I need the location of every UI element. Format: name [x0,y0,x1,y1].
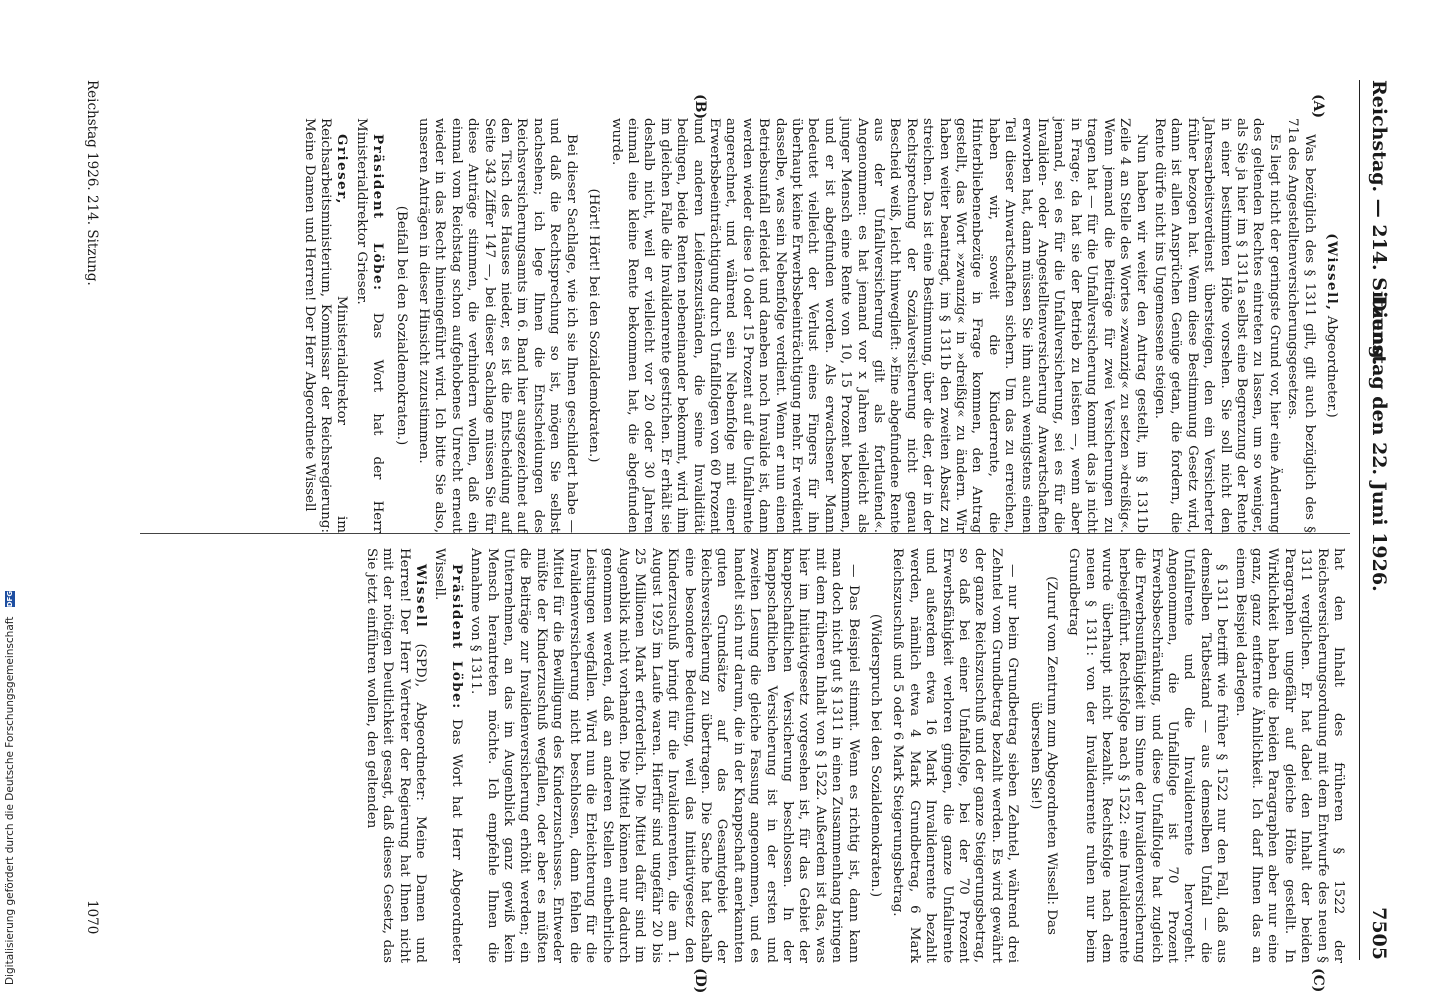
page-footer-session: Reichstag 1926. 214. Sitzung. [84,80,100,286]
paragraph: Was bezüglich des § 1311 gilt, gilt auch bezüglich des § 71a des Angestelltenversicherungsgesetzes. [1285,118,1317,533]
speaker-continuation: (Wissell, Abgeordneter.) [1324,233,1340,418]
page-header [1360,80,1394,960]
paragraph: hat den Inhalt des früheren § 1522 der Reichsversicherungsordnung mit dem Entwurfe des neuen § 1311 verglichen. Er hat dabei den Inhalt der beiden Paragraphen ungefähr auf gleiche Höhe gestellt. In Wirklichkeit haben die beiden Paragraphen aber nur eine ganz, ganz entfernte Ähnlichkeit. Ich darf Ihnen das an einem Beispiel darlegen. [1232,548,1346,963]
credit-text: Digitalisierung gefördert durch die Deutsche Forschungsgemeinschaft [4,616,16,985]
margin-marker-b: (B) [692,94,708,120]
speaker-name: Präsident Löbe: [448,564,465,710]
page-number: 7505 [1368,907,1390,960]
page-footer-number: 1070 [84,900,100,935]
interjection: (Zuruf vom Zentrum zum Abgeordneten Wissell: Das übersehen Sie!) [1027,576,1060,935]
paragraph: — nur beim Grundbetrag sieben Zehntel, während drei Zehntel vom Grundbetrag bezahlt werden. Es wird gewährt der ganze Reichszuschuß und der ganze Steigerungsbetrag, so daß bei einer Unfallfolge, bei der 70 Prozent Erwerbsfähigkeit verloren gingen, die ganze Unfallrente und außerdem etwa 16 Mark Invalidenrente bezahlt werden, nämlich etwa 4 Mark Grundbetrag, 6 Mark Reichszuschuß und 5 oder 6 Mark Steigerungsbetrag. [890,548,1021,963]
speaker-name: Wissell [413,564,430,629]
speaker-name: Präsident Löbe: [370,134,387,292]
speaker-paragraph: Grieser, Ministerialdirektor im Reichsarbeitsministerium, Kommissar der Reichsregierung: Meine Damen und Herren! Der Herr Abgeordnete Wissell [301,118,351,533]
margin-marker-c: (C) [1310,968,1326,993]
digitization-credit [2,0,18,985]
paragraph: Bei dieser Sachlage, wie ich sie Ihnen geschildert habe — und daß die Rechtsprechung so ist, mögen Sie selbst nachsehen; ich lege Ihnen die Entscheidungen des Reichsversicherungsamts im 6. Band hier ausgezeichnet auf den Tisch des Hauses nieder, es ist die Entscheidung auf Seite 343 Ziffer 147 —, bei dieser Sachlage müssen Sie für diese Anträge stimmen, die verhindern wollen, daß ein einmal vom Reichstag schon aufgehobenes Unrecht erneut wieder in das Recht hineingeführt wird. Ich bitte Sie also, unseren Anträgen in dieser Hinsicht zuzustimmen. [416,118,579,533]
interjection: (Beifall bei den Sozialdemokraten.) [393,205,409,446]
margin-marker-a: (A) [1310,94,1326,119]
paragraph: Nun haben wir weiter den Antrag gestellt, im § 1311b Zeile 4 an Stelle des Wortes »zwanzig« zu setzen »dreißig«. Wenn jemand die Beiträge für zwei Versicherungen zu tragen hat — für die Unfallversicherung kommt das ja nicht in Frage; da hat sie der Betrieb zu leisten —, wenn aber jemand, sei es für die Unfallversicherung, sei es für die Invaliden- oder Angestelltenversicherung Anwartschaften erworben hat, dann müssen Sie ihm auch wenigstens einen Teil dieser Anwartschaften sichern. Um das zu erreichen, haben wir, soweit die Kinderrente, die Hinterbliebenenbezüge in Frage kommen, den Antrag gestellt, das Wort »zwanzig« in »dreißig« zu ändern. Wir haben weiter beantragt, im § 1311b den zweiten Absatz zu streichen. Das ist eine Bestimmung, über die der, der in der Rechtsprechung der Sozialversicherung nicht genau Bescheid weiß, leicht hinweglieft: »Eine abgefundene Rente aus der Unfallversicherung gilt als fortlaufend«. Angenommen: es hat jemand vor x Jahren vielleicht als junger Mensch eine Rente von 10, 15 Prozent bekommen, und er ist abgefunden worden. Als erwachsener Mann bedeutet vielleicht der Verlust eines Fingers für ihn überhaupt keine Erwerbsbeeinträchtigung mehr. Er verdient dasselbe, was sein Nebenfolge verdient. Wenn er nun einen Betriebsunfall erleidet und daneben noch Invalide ist, dann werden wieder diese 10 oder 15 Prozent auf die Unfallrente angerechnet, und während sein Nebenfolge mit einer Erwerbsbeeinträchtigung durch Unfallfolgen von 60 Prozent und anderen Leidenszuständen, die seine Invalidität bedingen, beide Renten nebeneinander bekommt, wird ihm im gleichen Falle die Invalidenrente gestrichen. Er erhält sie deshalb nicht, weil er vielleicht vor 20 oder 30 Jahren einmal eine kleine Rente bekommen hat, die abgefunden wurde. [608,118,1149,533]
margin-marker-d: (D) [692,968,708,994]
header-date: Dienstag den 22. Juni 1926. [1368,295,1390,592]
right-column [360,548,1346,963]
header-session: Reichstag. — 214. Sitzung. [1368,80,1390,366]
speaker-name: Grieser, [334,134,351,205]
paragraph: § 1311 betrifft wie früher § 1522 nur den Fall, daß aus demselben Tatbestand — aus demselben Unfall — die Unfallrente und die Invalidenrente hervorgeht. Angenommen, die Unfallfolge ist 70 Prozent Erwerbsbeschränkung, und diese Unfallfolge hat zugleich die Erwerbsunfähigkeit im Sinne der Invalidenversicherung herbeigeführt. Rechtsfolge nach § 1522: eine Invalidenrente wurde überhaupt nicht bezahlt. Rechtsfolge nach dem neuen § 1311: von der Invalidenrente ruhen nur beim Grundbetrag [1066,548,1230,963]
interjection: (Hört! Hört! bei den Sozialdemokraten.) [586,188,602,463]
column-divider [140,533,1350,534]
interjection: (Widerspruch bei den Sozialdemokraten.) [868,613,884,898]
left-column [298,118,1346,533]
dfg-logo: DFG [6,590,14,608]
speaker-paragraph: Präsident Löbe: Das Wort hat Herr Abgeordneter Wissell. [432,548,465,963]
speaker-paragraph: Wissell (SPD), Abgeordneter: Meine Damen und Herren! Der Herr Vertreter der Regierung hat Ihnen nicht mit der nötigen Deutlichkeit gesagt, daß dieses Gesetz, das Sie jetzt einführen wollen, den geltenden [363,548,430,963]
header-rule [1359,80,1360,960]
paragraph: Es liegt nicht der geringste Grund vor, hier eine Änderung des geltenden Rechtes eintreten zu lassen, um so weniger, als Sie ja hier im § 1311a selbst eine Begrenzung der Rente in einer bestimmten Höhe vorsehen. Sie soll nicht den Jahresarbeitsverdienst übersteigen, den ein Versicherter früher bezogen hat. Wenn diese Bestimmung Gesetz wird, dann ist allen Ansprüchen Genüge getan, die fordern, die Rente dürfe nicht ins Ungemessene steigen. [1151,118,1282,533]
paragraph: — Das Beispiel stimmt. Wenn es richtig ist, dann kann man doch nicht gut § 1311 in einen Zusammenhang bringen mit dem früheren Inhalt von § 1522. Außerdem ist das, was hier im Initiativgesetz vorgesehen ist, für das Gebiet der knappschaftlichen Versicherung beschlossen. In der knappschaftlichen Versicherung ist in der ersten und zweiten Lesung die gleiche Fassung angenommen, und es handelt sich nur darum, die in der Knappschaft anerkannten guten Grundsätze auf das Gesamtgebiet der Reichsversicherung zu übertragen. Die Sache hat deshalb eine besondere Bedeutung, weil das Initiativgesetz den Kinderzuschuß bringt für die Invalidenrenten, die am 1. August 1925 im Laufe waren. Hierfür sind ungefähr 20 bis 25 Millionen Mark erforderlich. Die Mittel dafür sind im Augenblick nicht vorhanden. Die Mittel können nur dadurch genommen werden, daß an anderen Stellen entbehrliche Leistungen wegfallen. Wird nun die Erleichterung für die Invalidenversicherung nicht beschlossen, dann fehlen die Mittel für die Bewilligung des Kinderzuschusses. Entweder müßte der Kinderzuschuß wegfallen, oder aber es müßten die Beiträge zur Invalidenversicherung erhöht werden; ein Unternehmen, an das im Augenblick ganz gewiß kein Mensch herantreten möchte. Ich empfehle Ihnen die Annahme von § 1311. [468,548,861,963]
speaker-paragraph: Präsident Löbe: Das Wort hat der Herr Ministerialdirektor Grieser. [353,118,387,533]
